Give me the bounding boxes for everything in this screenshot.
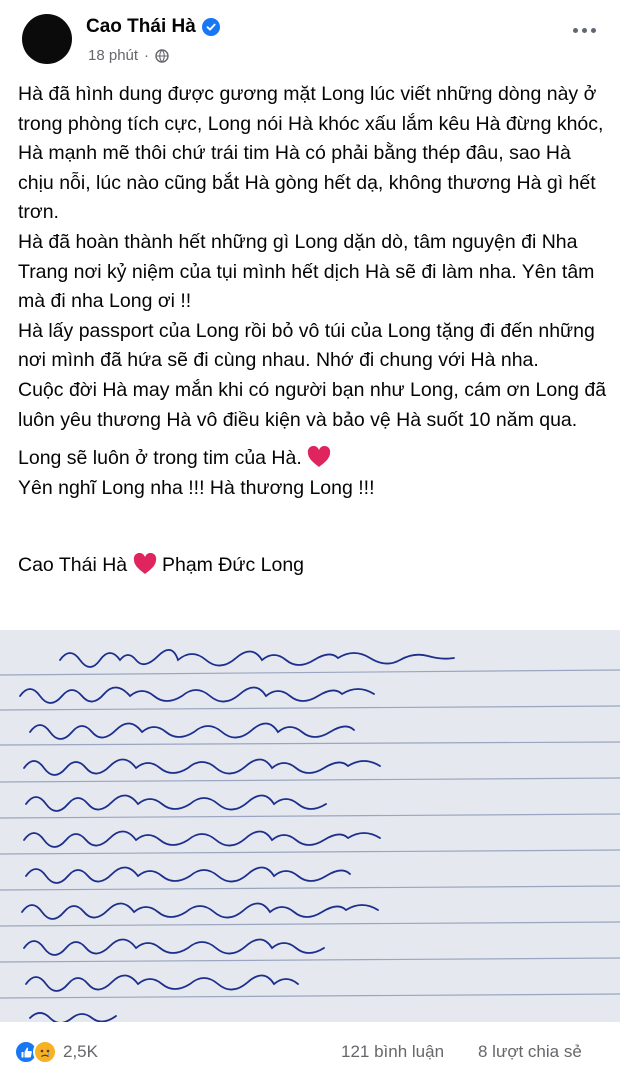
shares-count[interactable]: 8 lượt chia sẻ [478, 1042, 582, 1061]
more-icon[interactable] [566, 16, 602, 44]
post-header [0, 0, 620, 78]
heart-icon [133, 553, 157, 575]
meta-separator: · [144, 47, 150, 64]
signature-left: Cao Thái Hà [18, 554, 128, 577]
signature-right: Phạm Đức Long [161, 554, 305, 577]
post-body [18, 80, 608, 581]
paragraph-1: Hà đã hình dung được gương mặt Long lúc viết những dòng này ở trong phòng tích cực, Long nói Hà khóc xấu lắm kêu Hà đừng khóc, Hà mạnh mẽ thôi chứ trái tim Hà có phải bằng thép đâu, sao Hà chịu nỗi, lúc nào cũng bắt Hà gòng hết dạ, không thương Hà gì hết trơn. [18, 83, 604, 224]
signature-line [18, 551, 608, 581]
verified-icon [202, 18, 220, 36]
post-meta [88, 47, 169, 64]
post-footer [0, 1022, 620, 1078]
reactions-summary[interactable] [14, 1040, 98, 1064]
paragraph-2: Hà đã hoàn thành hết những gì Long dặn dò, tâm nguyện đi Nha Trang nơi kỷ niệm của tụi mình hết dịch Hà sẽ đi làm nha. Yên tâm mà đi nha Long ơi !! [18, 230, 595, 313]
author-name[interactable] [86, 16, 220, 38]
globe-icon [155, 49, 169, 63]
closing-line-1-text: Long sẽ luôn ở trong tim của Hà. [18, 447, 302, 470]
closing-line-2: Yên nghĩ Long nha !!! Hà thương Long !!! [18, 476, 375, 499]
reaction-count[interactable]: 2,5K [63, 1042, 98, 1061]
handwritten-letter-image[interactable] [0, 630, 620, 1022]
paragraph-3: Hà lấy passport của Long rồi bỏ vô túi của Long tặng đi đến những nơi mình đã hứa sẽ đi cùng nhau. Nhớ đi chung với Hà nha. [18, 319, 595, 372]
post-time[interactable]: 18 phút [88, 47, 139, 64]
heart-icon [307, 446, 331, 468]
avatar[interactable] [22, 14, 72, 64]
letter-photo [0, 630, 620, 1022]
author-name-text[interactable]: Cao Thái Hà [86, 16, 196, 37]
sad-reaction-icon [33, 1040, 57, 1064]
closing-line-1 [18, 444, 608, 474]
paragraph-4: Cuộc đời Hà may mắn khi có người bạn như Long, cám ơn Long đã luôn yêu thương Hà vô điều kiện và bảo vệ Hà suốt 10 năm qua. [18, 378, 607, 431]
comments-count[interactable]: 121 bình luận [341, 1042, 445, 1061]
